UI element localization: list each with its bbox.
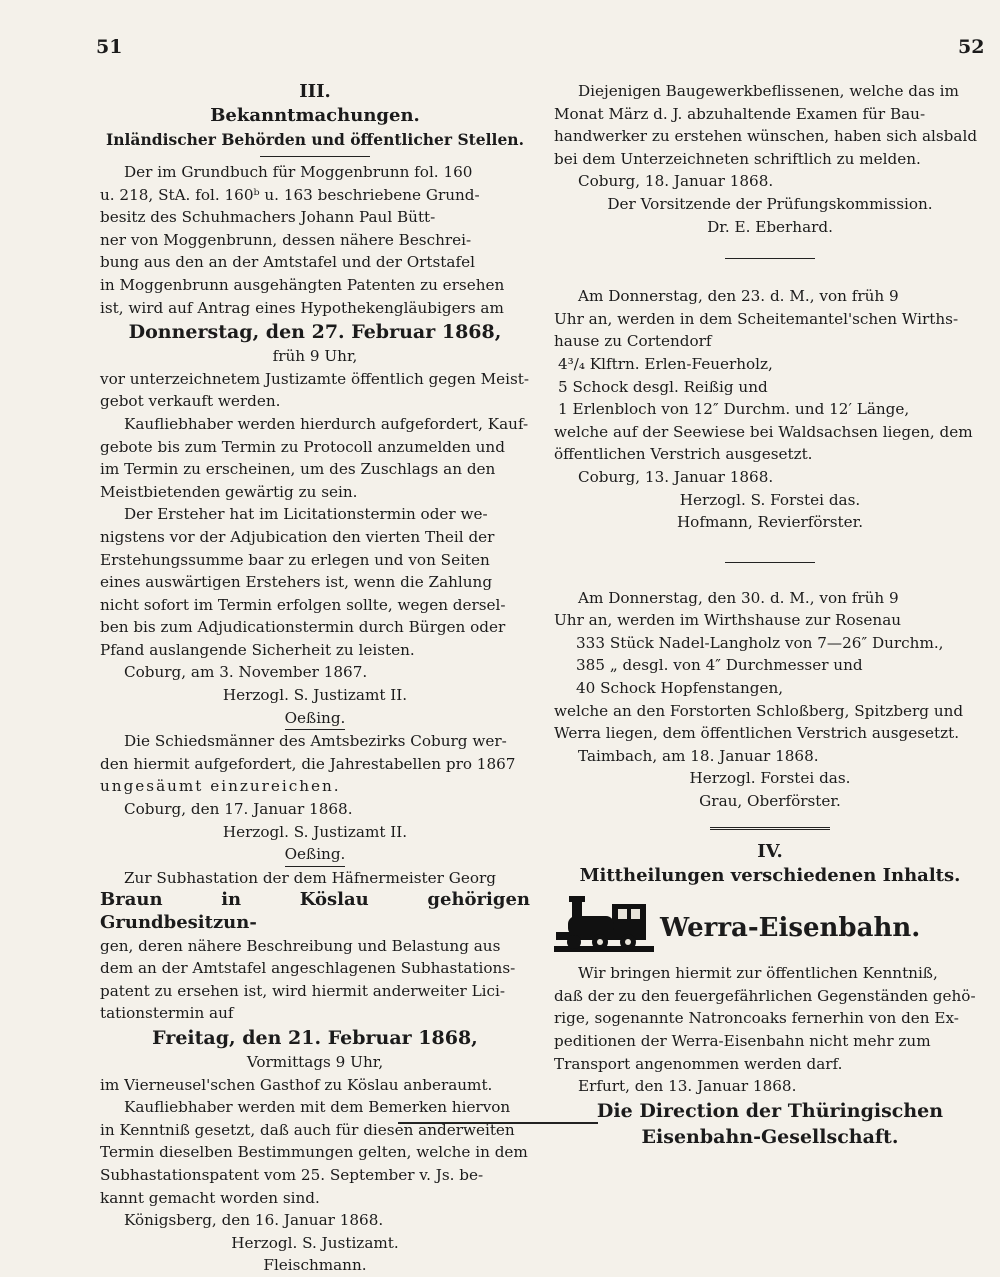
text-line: besitz des Schuhmachers Johann Paul Bütt- xyxy=(100,208,436,227)
text-line: öffentlichen Verstrich ausgesetzt. xyxy=(554,445,813,464)
divider xyxy=(260,156,370,157)
list-item: 40 Schock Hopfenstangen, xyxy=(576,679,784,698)
office-name: Herzogl. S. Justizamt II. xyxy=(222,822,408,841)
text-line: welche an den Forstorten Schloßberg, Spitzberg und xyxy=(554,701,964,720)
item-list xyxy=(554,632,986,700)
text-line: ben bis zum Adjudicationstermin durch Bürgen oder xyxy=(100,618,506,637)
signer: Oeßing. xyxy=(284,845,346,864)
text-line: Diejenigen Baugewerkbeflissenen, welche das im xyxy=(578,82,959,100)
list-item: 385 „ desgl. von 4″ Durchmesser und xyxy=(576,656,863,675)
text-line: Pfand auslangende Sicherheit zu leisten. xyxy=(100,640,415,659)
text-line: hause zu Cortendorf xyxy=(554,332,712,351)
section-number: IV. xyxy=(757,840,783,862)
section-heading: Mittheilungen verschiedenen Inhalts. xyxy=(579,864,961,886)
section-number: III. xyxy=(299,81,331,102)
text-line: Uhr an, werden im Wirthshause zur Rosenau xyxy=(554,611,902,630)
list-item: 333 Stück Nadel-Langholz von 7—26″ Durchm., xyxy=(576,633,944,652)
signer: Eisenbahn-Gesellschaft. xyxy=(641,1125,899,1148)
text-line: Monat März d. J. abzuhaltende Examen für Bau- xyxy=(554,104,926,123)
page-number-left: 51 xyxy=(96,36,123,58)
text-line: Braun in Köslau gehörigen Grundbesitzun- xyxy=(100,889,530,933)
office-name: Herzogl. S. Justizamt II. xyxy=(222,686,408,705)
text-line: den hiermit aufgefordert, die Jahrestabellen pro 1867 xyxy=(100,754,516,773)
text-line: kannt gemacht worden sind. xyxy=(100,1188,320,1207)
text-line: Kaufliebhaber werden mit dem Bemerken hiervon xyxy=(124,1098,511,1117)
text-line: gebot verkauft werden. xyxy=(100,392,281,411)
list-item: 4³/₄ Klftrn. Erlen-Feuerholz, xyxy=(558,354,773,373)
page-number-right: 52 xyxy=(958,36,985,58)
list-item: 5 Schock desgl. Reißig und xyxy=(558,377,768,396)
text-line: Werra liegen, dem öffentlichen Verstrich ausgesetzt. xyxy=(554,724,960,743)
text-line: Kaufliebhaber werden hierdurch aufgefordert, Kauf- xyxy=(124,414,529,433)
text-line: rige, sogenannte Natroncoaks fernerhin von den Ex- xyxy=(554,1009,959,1028)
text-line: Meistbietenden gewärtig zu sein. xyxy=(100,482,358,501)
text-line: vor unterzeichnetem Justizamte öffentlich gegen Meist- xyxy=(100,369,530,388)
text-line: nigstens vor der Adjubication den vierten Theil der xyxy=(100,527,495,546)
text-line: ner von Moggenbrunn, dessen nähere Beschrei- xyxy=(100,230,472,249)
section-subheading: Inländischer Behörden und öffentlicher Stellen. xyxy=(106,130,524,149)
text-line: gen, deren nähere Beschreibung und Belastung aus xyxy=(100,936,501,955)
text-line: Am Donnerstag, den 30. d. M., von früh 9 xyxy=(578,588,899,607)
right-column xyxy=(554,80,986,1150)
railway-title: Werra-Eisenbahn. xyxy=(660,912,921,943)
signer: Die Direction der Thüringischen xyxy=(596,1099,944,1122)
divider xyxy=(710,827,830,830)
text-line: ungesäumt einzureichen. xyxy=(100,777,341,796)
signer: Grau, Oberförster. xyxy=(699,792,841,811)
text-line: Erstehungssumme baar zu erlegen und von Seiten xyxy=(100,550,490,569)
text-line: daß der zu den feuergefährlichen Gegenständen gehö- xyxy=(554,986,976,1005)
text-line: Der im Grundbuch für Moggenbrunn fol. 160 xyxy=(124,163,473,181)
text-line: im Vierneusel'schen Gasthof zu Köslau anberaumt. xyxy=(100,1075,493,1094)
place-date: Coburg, 18. Januar 1868. xyxy=(578,172,774,191)
auction-date: Freitag, den 21. Februar 1868, xyxy=(152,1026,478,1049)
office-name: Der Vorsitzende der Prüfungskommission. xyxy=(607,194,933,213)
text-line: u. 218, StA. fol. 160ᵇ u. 163 beschriebene Grund- xyxy=(100,185,480,204)
signer: Hofmann, Revierförster. xyxy=(676,513,864,532)
place-date: Königsberg, den 16. Januar 1868. xyxy=(124,1211,384,1230)
signer: Oeßing. xyxy=(284,708,346,727)
section-heading: Bekanntmachungen. xyxy=(210,105,420,126)
text-line: Die Schiedsmänner des Amtsbezirks Coburg wer- xyxy=(124,732,507,751)
text-line: in Kenntniß gesetzt, daß auch für diesen anderweiten xyxy=(100,1120,515,1139)
text-line: Transport angenommen werden darf. xyxy=(554,1054,843,1073)
text-line: handwerker zu erstehen wünschen, haben sich alsbald xyxy=(554,127,978,146)
office-name: Herzogl. S. Justizamt. xyxy=(231,1233,399,1252)
place-date: Taimbach, am 18. Januar 1868. xyxy=(578,746,819,765)
text-line: welche auf der Seewiese bei Waldsachsen liegen, dem xyxy=(554,422,973,441)
text-line: Wir bringen hiermit zur öffentlichen Kenntniß, xyxy=(578,964,938,983)
auction-date: Donnerstag, den 27. Februar 1868, xyxy=(128,321,502,344)
text-line: ist, wird auf Antrag eines Hypothekengläubigers am xyxy=(100,298,504,317)
list-item: 1 Erlenbloch von 12″ Durchm. und 12′ Länge, xyxy=(558,400,910,419)
place-date: Coburg, am 3. November 1867. xyxy=(124,663,368,682)
left-column xyxy=(100,80,530,1277)
text-line: im Termin zu erscheinen, um des Zuschlags an den xyxy=(100,460,496,479)
text-line: dem an der Amtstafel angeschlagenen Subhastations- xyxy=(100,959,516,978)
text-line: eines auswärtigen Erstehers ist, wenn die Zahlung xyxy=(100,573,493,592)
signer: Fleischmann. xyxy=(263,1256,367,1275)
text-line: Am Donnerstag, den 23. d. M., von früh 9 xyxy=(578,287,899,306)
text-line: gebote bis zum Termin zu Protocoll anzumelden und xyxy=(100,437,505,456)
place-date: Coburg, den 17. Januar 1868. xyxy=(124,800,353,819)
locomotive-icon xyxy=(554,894,654,963)
signer: Dr. E. Eberhard. xyxy=(707,217,833,236)
divider xyxy=(725,562,815,563)
text-line: bung aus den an der Amtstafel und der Ortstafel xyxy=(100,253,475,272)
page-footer-rule xyxy=(398,1122,598,1124)
office-name: Herzogl. S. Forstei das. xyxy=(679,490,861,509)
text-line: peditionen der Werra-Eisenbahn nicht mehr zum xyxy=(554,1032,931,1050)
text-line: bei dem Unterzeichneten schriftlich zu melden. xyxy=(554,149,921,168)
text-line: Der Ersteher hat im Licitationstermin oder we- xyxy=(124,505,488,524)
auction-time: Vormittags 9 Uhr, xyxy=(246,1052,384,1071)
railway-header xyxy=(554,894,986,963)
text-line: Uhr an, werden in dem Scheitemantel'schen Wirths- xyxy=(554,309,959,328)
text-line: tationstermin auf xyxy=(100,1004,234,1023)
divider xyxy=(725,258,815,259)
office-name: Herzogl. Forstei das. xyxy=(689,769,851,788)
text-line: in Moggenbrunn ausgehängten Patenten zu ersehen xyxy=(100,275,505,294)
auction-time: früh 9 Uhr, xyxy=(272,347,358,366)
place-date: Coburg, 13. Januar 1868. xyxy=(578,467,774,486)
text-line: patent zu ersehen ist, wird hiermit anderweiter Lici- xyxy=(100,981,506,1000)
text-line: nicht sofort im Termin erfolgen sollte, wegen dersel- xyxy=(100,595,506,614)
item-list xyxy=(554,353,986,421)
text-line: Zur Subhastation der dem Häfnermeister Georg xyxy=(124,868,496,887)
place-date: Erfurt, den 13. Januar 1868. xyxy=(578,1077,797,1096)
text-line: Termin dieselben Bestimmungen gelten, welche in dem xyxy=(100,1143,528,1162)
text-line: Subhastationspatent vom 25. September v. Js. be- xyxy=(100,1165,484,1184)
